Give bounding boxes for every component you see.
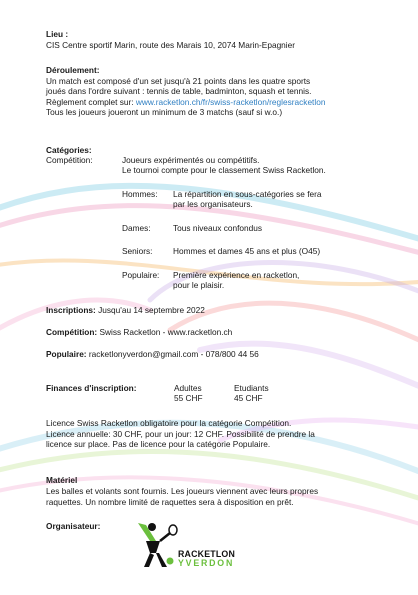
competition-contact-line bbox=[46, 327, 232, 337]
reglement-prefix: Règlement complet sur: bbox=[46, 97, 136, 107]
competition-contact-value: Swiss Racketlon - www.racketlon.ch bbox=[97, 327, 233, 337]
deroulement-line-1: Un match est composé d'un set jusqu'à 21 points dans les quatre sports bbox=[46, 76, 311, 86]
logo-text-racketlon: RACKETLON bbox=[178, 549, 236, 559]
competition-line-1: Joueurs expérimentés ou compétitifs. bbox=[122, 155, 260, 165]
lieu-heading: Lieu : bbox=[46, 29, 69, 39]
licence-line-3: licence sur place. Pas de licence pour la catégorie Populaire. bbox=[46, 439, 271, 449]
hommes-line-1: La répartition en sous-catégories se fera bbox=[173, 189, 322, 199]
logo-text-yverdon: YVERDON bbox=[178, 558, 235, 568]
materiel-line-1: Les balles et volants sont fournis. Les joueurs viennent avec leurs propres bbox=[46, 486, 319, 496]
adultes-price: 55 CHF bbox=[174, 393, 203, 403]
competition-label: Compétition: bbox=[46, 155, 93, 165]
seniors-line-1: Hommes et dames 45 ans et plus (O45) bbox=[173, 246, 321, 256]
licence-line-2: Licence annuelle: 30 CHF, pour un jour: 12 CHF. Possibilité de prendre la bbox=[46, 429, 315, 439]
deroulement-line-2: joués dans l'ordre suivant : tennis de table, badminton, squash et tennis. bbox=[46, 86, 312, 96]
licence-line-1: Licence Swiss Racketlon obligatoire pour la catégorie Compétition. bbox=[46, 418, 292, 428]
etudiants-price: 45 CHF bbox=[234, 393, 263, 403]
categories-heading: Catégories: bbox=[46, 145, 92, 155]
populaire-contact-label: Populaire: bbox=[46, 349, 87, 359]
lieu-text: CIS Centre sportif Marin, route des Marais 10, 2074 Marin-Epagnier bbox=[46, 40, 296, 50]
adultes-label: Adultes bbox=[174, 383, 202, 393]
etudiants-label: Etudiants bbox=[234, 383, 269, 393]
hommes-line-2: par les organisateurs. bbox=[173, 199, 253, 209]
competition-line-2: Le tournoi compte pour le classement Swiss Racketlon. bbox=[122, 165, 326, 175]
deroulement-heading: Déroulement: bbox=[46, 65, 100, 75]
deroulement-last-line: Tous les joueurs joueront un minimum de 3 matchs (sauf si w.o.) bbox=[46, 107, 283, 117]
dames-line-1: Tous niveaux confondus bbox=[173, 223, 263, 233]
inscriptions-line bbox=[46, 305, 205, 315]
seniors-label: Seniors: bbox=[122, 246, 153, 256]
populaire-contact-line bbox=[46, 349, 259, 359]
dames-label: Dames: bbox=[122, 223, 151, 233]
finances-label: Finances d'inscription: bbox=[46, 383, 137, 393]
inscriptions-value: Jusqu'au 14 septembre 2022 bbox=[95, 305, 205, 315]
inscriptions-label: Inscriptions: bbox=[46, 305, 96, 315]
materiel-heading: Matériel bbox=[46, 475, 78, 485]
organisateur-heading: Organisateur: bbox=[46, 521, 101, 531]
competition-contact-label: Compétition: bbox=[46, 327, 98, 337]
populaire-line-2: pour le plaisir. bbox=[173, 280, 225, 290]
materiel-line-2: raquettes. Un nombre limité de raquettes sera à disposition en prêt. bbox=[46, 497, 294, 507]
populaire-line-1: Première expérience en racketlon, bbox=[173, 270, 300, 280]
populaire-label: Populaire: bbox=[122, 270, 160, 280]
reglement-link[interactable]: www.racketlon.ch/fr/swiss-racketlon/reglesracketlon bbox=[135, 97, 326, 107]
hommes-label: Hommes: bbox=[122, 189, 158, 199]
reglement-line bbox=[46, 97, 325, 107]
populaire-contact-value: racketlonyverdon@gmail.com - 078/800 44 56 bbox=[86, 349, 259, 359]
